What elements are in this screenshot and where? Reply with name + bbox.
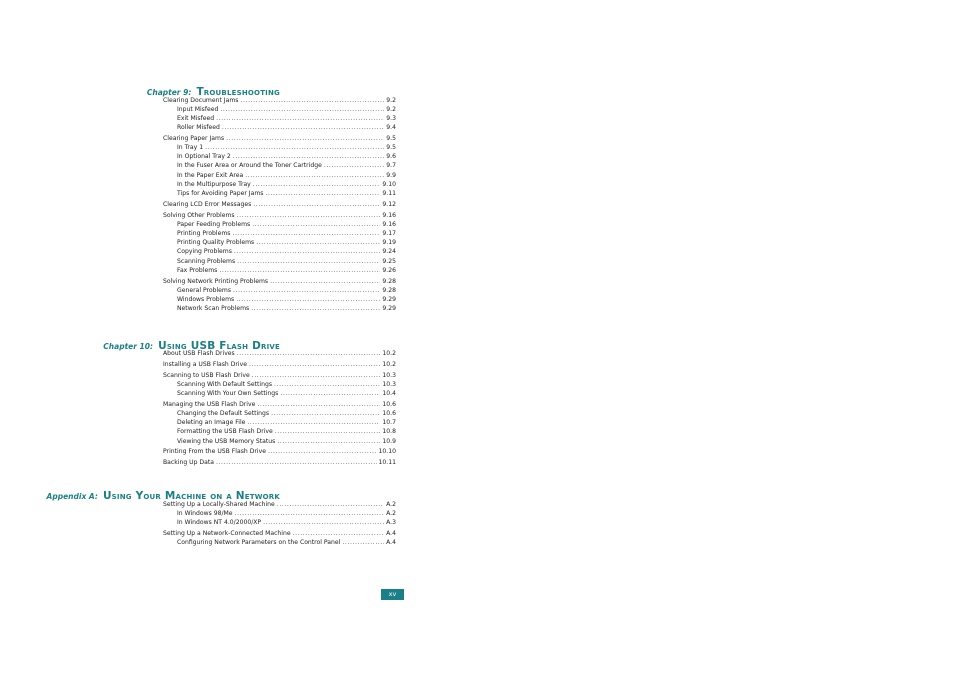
toc-entry-label: Clearing Document Jams	[163, 97, 239, 104]
toc-entry-label: In Optional Tray 2	[177, 153, 231, 160]
toc-entry[interactable]	[163, 458, 396, 467]
toc-entry-page: 9.29	[382, 296, 396, 303]
dot-leader	[236, 295, 380, 304]
toc-entry-label: In Tray 1	[177, 144, 204, 151]
toc-entry-page: 9.29	[382, 305, 396, 312]
toc-entry-page: 10.4	[382, 390, 396, 397]
toc-entry-label: Formatting the USB Flash Drive	[177, 428, 273, 435]
toc-entry-page: 9.16	[382, 221, 396, 228]
toc-entry[interactable]	[177, 180, 396, 189]
dot-leader	[226, 134, 384, 143]
toc-entry[interactable]	[163, 96, 396, 105]
dot-leader	[293, 529, 385, 538]
toc-entry-label: General Problems	[177, 287, 232, 294]
toc-entry[interactable]	[177, 418, 396, 427]
toc-entry-page: 9.26	[382, 267, 396, 274]
toc-entry-label: Scanning Problems	[177, 258, 236, 265]
toc-entry[interactable]	[177, 304, 396, 313]
section-prefix: Appendix A:	[46, 492, 98, 501]
dot-leader	[252, 220, 380, 229]
toc-entry-label: Clearing LCD Error Messages	[163, 201, 252, 208]
dot-leader	[265, 189, 380, 198]
toc-entry-label: Roller Misfeed	[177, 124, 220, 131]
dot-leader	[240, 96, 384, 105]
toc-entry-page: 10.8	[382, 428, 396, 435]
toc-entry-label: Scanning to USB Flash Drive	[163, 372, 250, 379]
dot-leader	[219, 266, 380, 275]
toc-entry-label: Fax Problems	[177, 267, 218, 274]
dot-leader	[251, 304, 380, 313]
toc-entry[interactable]	[177, 409, 396, 418]
toc-entry[interactable]	[163, 200, 396, 209]
dot-leader	[232, 229, 380, 238]
toc-entry[interactable]	[177, 123, 396, 132]
dot-leader	[222, 123, 384, 132]
toc-entry-label: Network Scan Problems	[177, 305, 250, 312]
toc-entry-page: 10.3	[382, 381, 396, 388]
section-title: Troubleshooting	[196, 86, 280, 98]
toc-entry[interactable]	[177, 295, 396, 304]
toc-entry[interactable]	[177, 257, 396, 266]
toc-entry-label: In Windows 98/Me	[177, 510, 233, 517]
toc-entry[interactable]	[177, 220, 396, 229]
dot-leader	[234, 247, 381, 256]
dot-leader	[256, 238, 380, 247]
dot-leader	[252, 371, 381, 380]
dot-leader	[220, 105, 384, 114]
toc-entry-page: 9.5	[386, 135, 396, 142]
toc-entry-page: 10.2	[382, 350, 396, 357]
toc-entry[interactable]	[177, 437, 396, 446]
dot-leader	[257, 400, 380, 409]
toc-entry-page: 10.11	[378, 459, 396, 466]
toc-entry-label: About USB Flash Drives	[163, 350, 235, 357]
toc-entry[interactable]	[177, 509, 396, 518]
toc-entry[interactable]	[177, 247, 396, 256]
toc-entry-page: 9.4	[386, 124, 396, 131]
toc-entry-page: 9.3	[386, 115, 396, 122]
toc-entry[interactable]	[177, 171, 396, 180]
section-prefix: Chapter 9:	[146, 88, 192, 97]
dot-leader	[245, 171, 384, 180]
toc-entry-label: Windows Problems	[177, 296, 235, 303]
toc-entry-label: Printing Problems	[177, 230, 231, 237]
toc-entry-page: 9.19	[382, 239, 396, 246]
dot-leader	[277, 437, 380, 446]
toc-entry-label: Exit Misfeed	[177, 115, 215, 122]
toc-entry-label: Setting Up a Network-Connected Machine	[163, 530, 291, 537]
toc-entry[interactable]	[177, 105, 396, 114]
toc-entry-label: Input Misfeed	[177, 106, 219, 113]
toc-entry-page: 10.10	[378, 448, 396, 455]
toc-entry-page: 10.2	[382, 361, 396, 368]
toc-entry[interactable]	[163, 349, 396, 358]
dot-leader	[274, 380, 380, 389]
toc-entry-page: 9.10	[382, 181, 396, 188]
toc-entry[interactable]	[163, 134, 396, 143]
dot-leader	[270, 277, 380, 286]
toc-entry[interactable]	[177, 389, 396, 398]
toc-entry[interactable]	[177, 161, 396, 170]
toc-entry-page: 9.9	[386, 172, 396, 179]
toc-entry-page: 9.17	[382, 230, 396, 237]
toc-entry[interactable]	[163, 529, 396, 538]
toc-entry-label: Printing From the USB Flash Drive	[163, 448, 266, 455]
toc-entry[interactable]	[177, 238, 396, 247]
toc-entry-label: In Windows NT 4.0/2000/XP	[177, 519, 262, 526]
dot-leader	[233, 286, 380, 295]
toc-entry-page: 9.16	[382, 212, 396, 219]
dot-leader	[253, 180, 381, 189]
toc-entry-page: A.2	[386, 501, 396, 508]
dot-leader	[216, 114, 384, 123]
toc-entry[interactable]	[163, 277, 396, 286]
toc-entry[interactable]	[177, 427, 396, 436]
toc-entry[interactable]	[163, 211, 396, 220]
dot-leader	[268, 447, 377, 456]
dot-leader	[249, 360, 380, 369]
toc-entry-page: A.4	[386, 530, 396, 537]
dot-leader	[233, 152, 385, 161]
toc-entry-page: A.4	[386, 539, 396, 546]
toc-entry[interactable]	[163, 371, 396, 380]
toc-entry-label: In the Paper Exit Area	[177, 172, 244, 179]
section-title: Using USB Flash Drive	[158, 340, 280, 352]
page-number-badge: xv	[381, 589, 404, 600]
toc-entry-label: Scanning With Default Settings	[177, 381, 273, 388]
dot-leader	[280, 389, 380, 398]
toc-entry-label: In the Fuser Area or Around the Toner Cartridge	[177, 162, 322, 169]
toc-entry[interactable]	[177, 143, 396, 152]
toc-entry[interactable]	[177, 114, 396, 123]
toc-entry-page: 10.3	[382, 372, 396, 379]
toc-entry[interactable]	[177, 266, 396, 275]
toc-entry-page: 9.6	[386, 153, 396, 160]
toc-entry-label: Scanning With Your Own Settings	[177, 390, 279, 397]
toc-entry[interactable]	[163, 500, 396, 509]
toc-entry[interactable]	[177, 380, 396, 389]
toc-entry-page: 9.12	[382, 201, 396, 208]
toc-entry-page: 10.9	[382, 438, 396, 445]
toc-entry[interactable]	[177, 518, 396, 527]
toc-entry-page: A.3	[386, 519, 396, 526]
dot-leader	[205, 143, 384, 152]
toc-entry-page: 10.6	[382, 410, 396, 417]
toc-entry-page: 9.11	[382, 190, 396, 197]
toc-entry-label: Copying Problems	[177, 248, 232, 255]
toc-entry-label: Installing a USB Flash Drive	[163, 361, 247, 368]
toc-entry[interactable]	[163, 447, 396, 456]
toc-entry-label: Clearing Paper Jams	[163, 135, 225, 142]
toc-entry-page: 9.7	[386, 162, 396, 169]
toc-entry-label: Setting Up a Locally-Shared Machine	[163, 501, 275, 508]
toc-entry-page: 9.2	[386, 97, 396, 104]
toc-entry-page: 9.2	[386, 106, 396, 113]
toc-entry-page: A.2	[386, 510, 396, 517]
toc-entry-label: In the Multipurpose Tray	[177, 181, 251, 188]
dot-leader	[216, 458, 377, 467]
toc-entry[interactable]	[177, 538, 396, 547]
toc-entry-page: 9.5	[386, 144, 396, 151]
dot-leader	[237, 211, 381, 220]
toc-entry-label: Solving Network Printing Problems	[163, 278, 269, 285]
section-prefix: Chapter 10:	[103, 342, 153, 351]
toc-entry-label: Viewing the USB Memory Status	[177, 438, 276, 445]
dot-leader	[342, 538, 384, 547]
dot-leader	[275, 427, 381, 436]
toc-entry[interactable]	[177, 152, 396, 161]
toc-entry[interactable]	[177, 286, 396, 295]
toc-entry-label: Tips for Avoiding Paper Jams	[177, 190, 264, 197]
dot-leader	[237, 257, 380, 266]
dot-leader	[237, 349, 381, 358]
toc-entry-page: 9.24	[382, 248, 396, 255]
dot-leader	[263, 518, 384, 527]
toc-entry[interactable]	[163, 360, 396, 369]
toc-entry[interactable]	[163, 400, 396, 409]
toc-entry-label: Paper Feeding Problems	[177, 221, 251, 228]
toc-entry-page: 9.28	[382, 278, 396, 285]
dot-leader	[247, 418, 380, 427]
dot-leader	[324, 161, 384, 170]
toc-entry-page: 10.6	[382, 401, 396, 408]
toc-entry-label: Printing Quality Problems	[177, 239, 255, 246]
toc-entry-label: Configuring Network Parameters on the Control Panel	[177, 539, 341, 546]
toc-entry-label: Changing the Default Settings	[177, 410, 270, 417]
toc-entry-label: Deleting an Image File	[177, 419, 246, 426]
toc-entry-page: 9.28	[382, 287, 396, 294]
dot-leader	[277, 500, 384, 509]
toc-entry-label: Managing the USB Flash Drive	[163, 401, 256, 408]
toc-entry-label: Backing Up Data	[163, 459, 214, 466]
dot-leader	[235, 509, 385, 518]
toc-entry-label: Solving Other Problems	[163, 212, 235, 219]
toc-entry[interactable]	[177, 189, 396, 198]
dot-leader	[271, 409, 380, 418]
section-title: Using Your Machine on a Network	[102, 490, 280, 502]
toc-entry-page: 9.25	[382, 258, 396, 265]
toc-entry[interactable]	[177, 229, 396, 238]
toc-entry-page: 10.7	[382, 419, 396, 426]
dot-leader	[253, 200, 380, 209]
